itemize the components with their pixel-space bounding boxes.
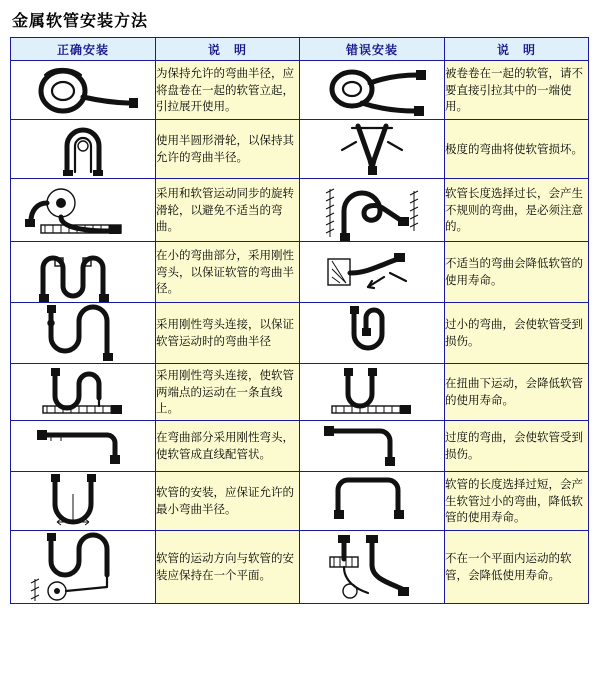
excess-length-loop-wrong-icon	[300, 179, 445, 242]
rotating-sheave-chain-correct-icon	[11, 179, 156, 242]
row-desc: 过小的弯曲，会使软管受到损伤。	[445, 303, 589, 364]
row-desc: 在小的弯曲部分，采用刚性弯头，以保证软管的弯曲半径。	[156, 242, 300, 303]
header-wrong-desc: 说 明	[445, 38, 589, 61]
header-wrong-install: 错误安装	[300, 38, 445, 61]
table-row	[11, 472, 589, 531]
table-row	[11, 364, 589, 421]
rigid-elbow-straight-line-correct-icon	[11, 364, 156, 421]
too-long-length-wrong-icon	[300, 472, 445, 531]
table-header-row	[11, 38, 589, 61]
row-desc: 使用半圆形滑轮，以保持其允许的弯曲半径。	[156, 120, 300, 179]
table-row	[11, 61, 589, 120]
coiled-hose-correct-icon	[11, 61, 156, 120]
row-desc: 采用刚性弯头连接，使软管两端点的运动在一条直线上。	[156, 364, 300, 421]
out-of-plane-motion-wrong-icon	[300, 531, 445, 604]
row-desc: 极度的弯曲将使软管损坏。	[445, 120, 589, 179]
row-desc: 不在一个平面内运动的软管，会降低使用寿命。	[445, 531, 589, 604]
header-correct-desc: 说 明	[156, 38, 300, 61]
row-desc: 软管的长度选择过短，会产生软管过小的弯曲，降低软管的使用寿命。	[445, 472, 589, 531]
table-row	[11, 179, 589, 242]
over-bending-wrong-icon	[300, 421, 445, 472]
header-correct-install: 正确安装	[11, 38, 156, 61]
too-small-bend-wrong-icon	[300, 303, 445, 364]
table-row	[11, 242, 589, 303]
rigid-bend-small-radius-correct-icon	[11, 242, 156, 303]
table-row	[11, 531, 589, 604]
rigid-elbow-connection-correct-icon	[11, 303, 156, 364]
row-desc: 过度的弯曲，会使软管受到损伤。	[445, 421, 589, 472]
table-row	[11, 421, 589, 472]
table-row	[11, 303, 589, 364]
installation-methods-table	[10, 37, 589, 604]
row-desc: 软管的安装，应保证允许的最小弯曲半径。	[156, 472, 300, 531]
same-plane-motion-correct-icon	[11, 531, 156, 604]
semicircular-sheave-correct-icon	[11, 120, 156, 179]
row-desc: 软管长度选择过长，会产生不规则的弯曲，是必须注意的。	[445, 179, 589, 242]
row-desc: 被卷卷在一起的软管，请不要直接引拉其中的一端使用。	[445, 61, 589, 120]
sharp-bend-wrong-icon	[300, 120, 445, 179]
straight-pipe-with-elbow-correct-icon	[11, 421, 156, 472]
row-desc: 不适当的弯曲会降低软管的使用寿命。	[445, 242, 589, 303]
row-desc: 为保持允许的弯曲半径，应将盘卷在一起的软管立起，引拉展开使用。	[156, 61, 300, 120]
row-desc: 在弯曲部分采用刚性弯头，使软管成直线配管状。	[156, 421, 300, 472]
coiled-hose-pulled-wrong-icon	[300, 61, 445, 120]
table-row	[11, 120, 589, 179]
page-title: 金属软管安装方法	[12, 11, 149, 30]
twisting-motion-wrong-icon	[300, 364, 445, 421]
improper-bend-wrong-icon	[300, 242, 445, 303]
row-desc: 在扭曲下运动，会降低软管的使用寿命。	[445, 364, 589, 421]
row-desc: 软管的运动方向与软管的安装应保持在一个平面。	[156, 531, 300, 604]
row-desc: 采用和软管运动同步的旋转滑轮，以避免不适当的弯曲。	[156, 179, 300, 242]
row-desc: 采用刚性弯头连接，以保证软管运动时的弯曲半径	[156, 303, 300, 364]
min-bend-radius-install-correct-icon	[11, 472, 156, 531]
